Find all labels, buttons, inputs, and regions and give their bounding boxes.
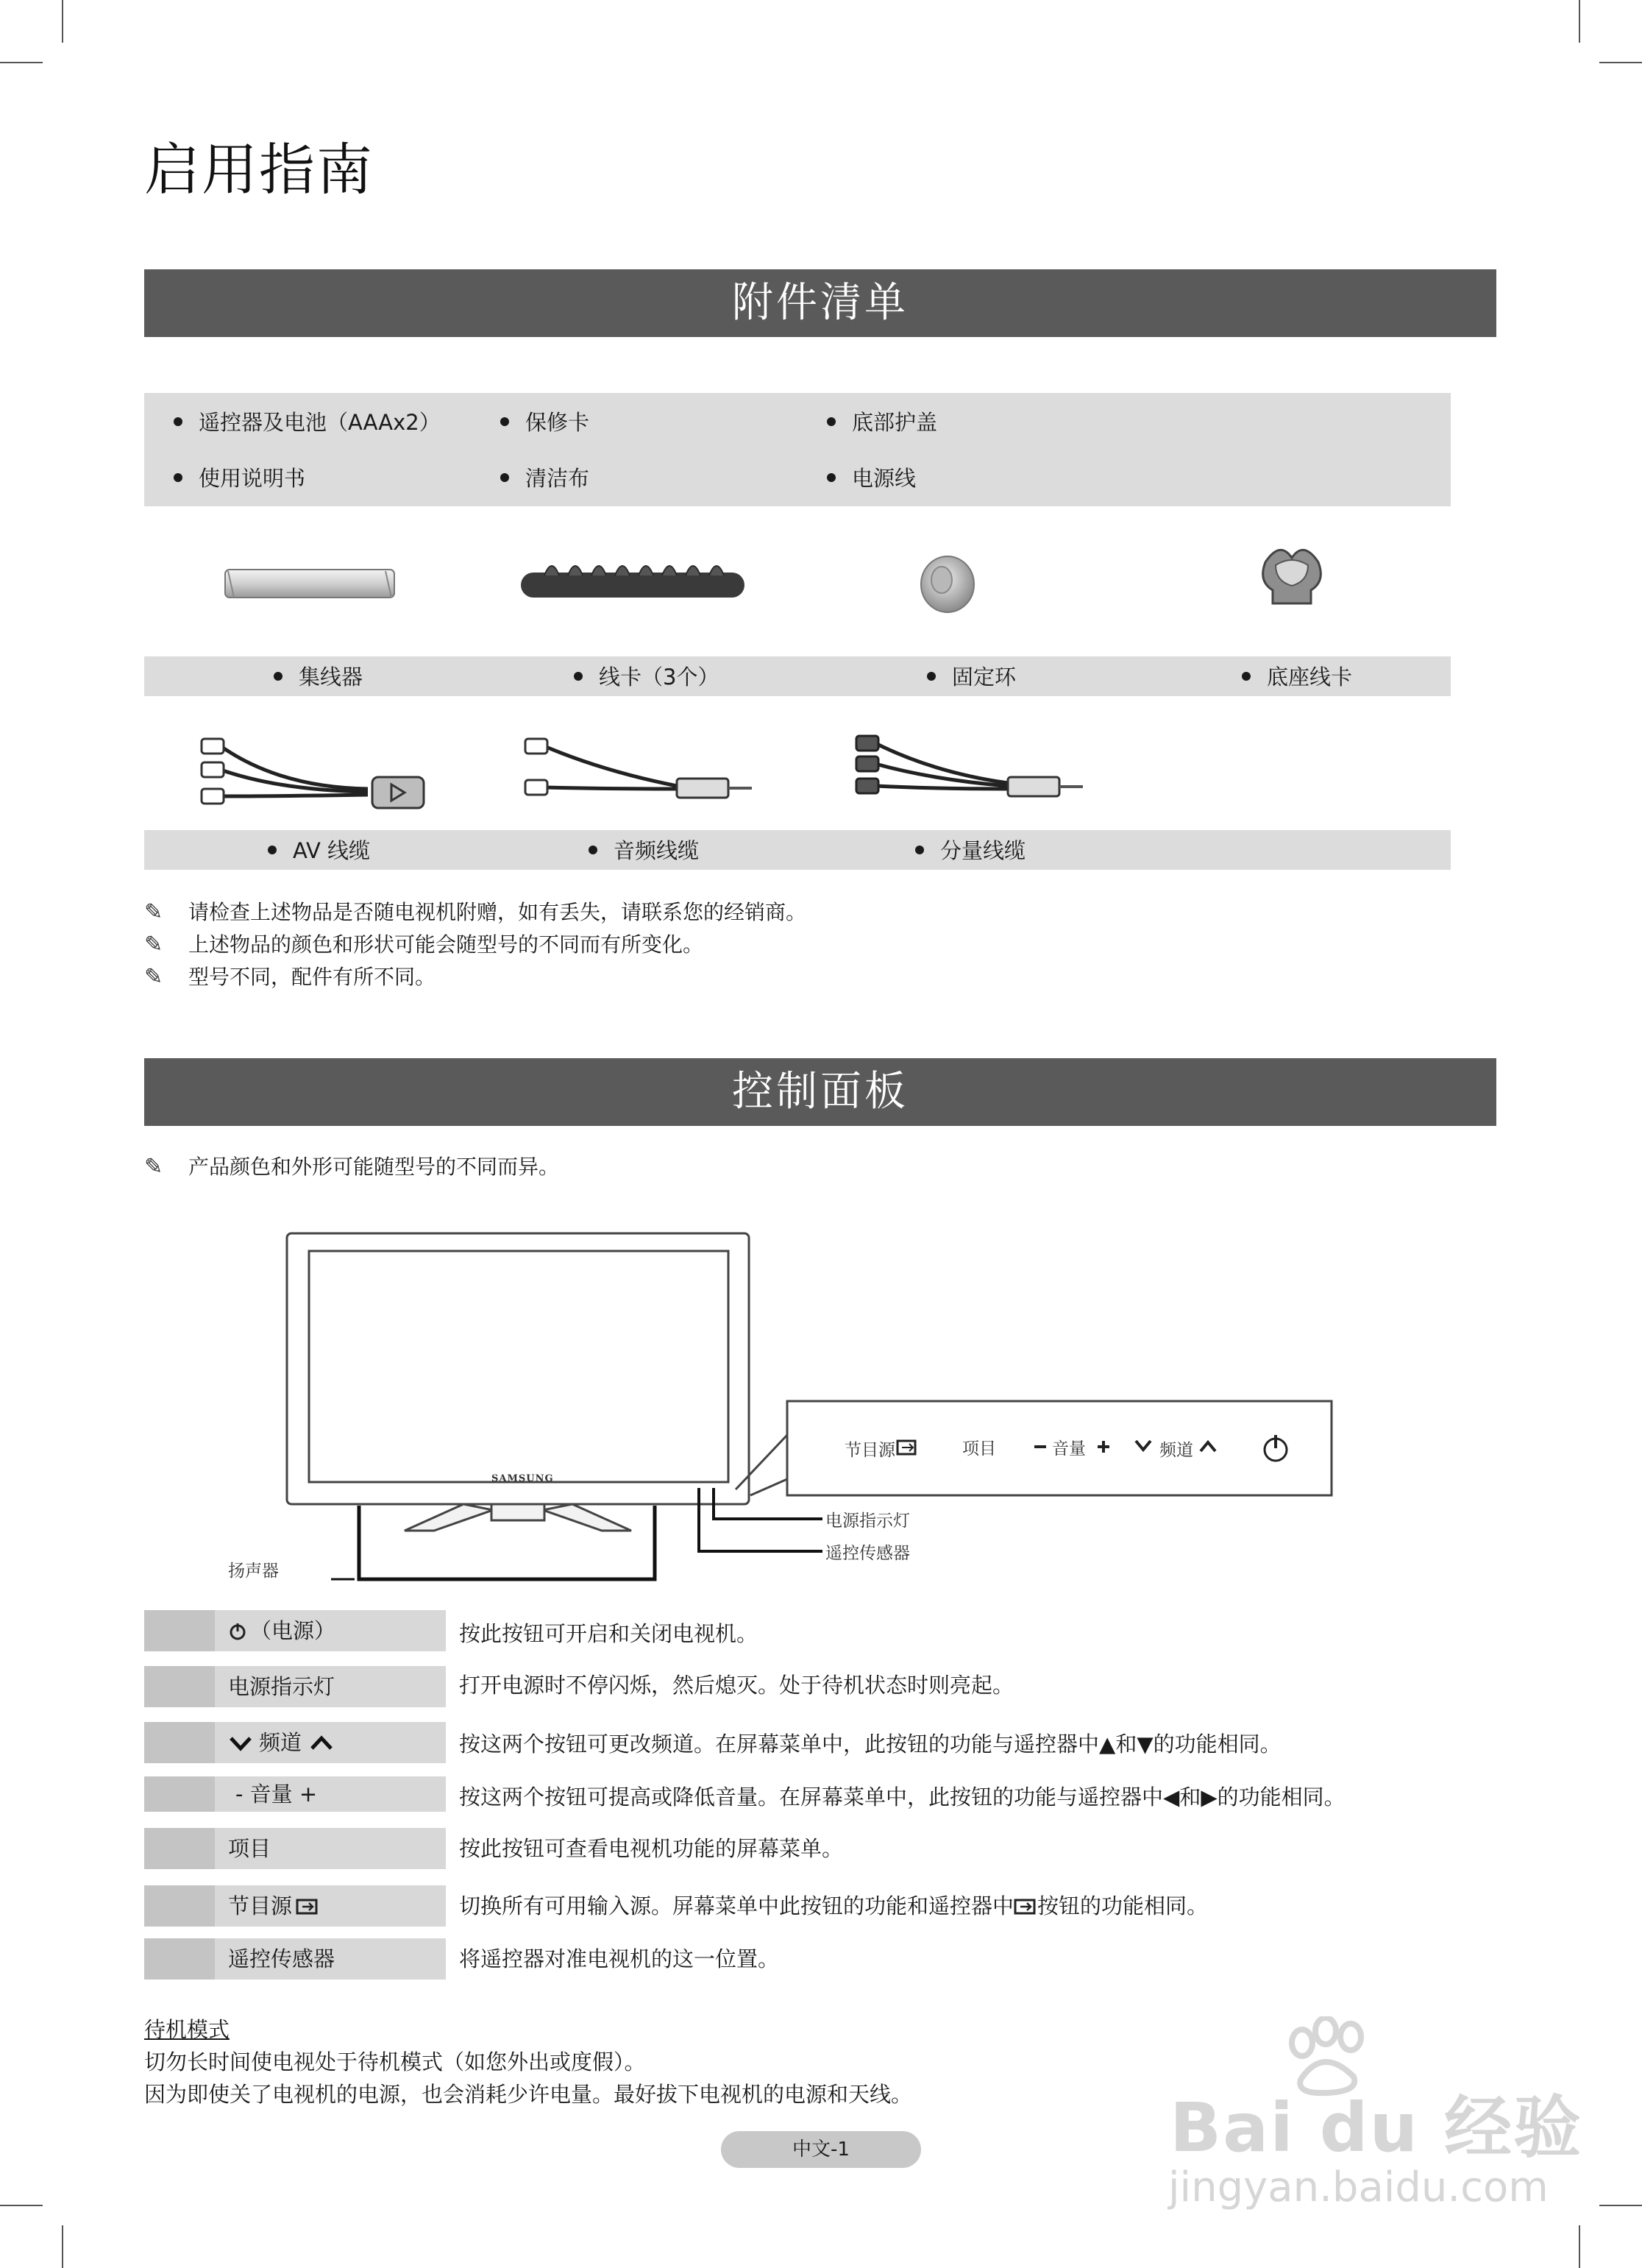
crop-mark <box>1579 2225 1580 2268</box>
chevron-up-icon <box>309 1735 334 1751</box>
note: ✎ 产品颜色和外形可能随型号的不同而异。 <box>144 1154 560 1180</box>
source-icon <box>1014 1898 1037 1916</box>
accessory-item: 线卡（3个） <box>574 661 719 691</box>
crop-mark <box>1599 62 1642 63</box>
standby-title: 待机模式 <box>144 2017 230 2042</box>
crop-mark <box>1599 2205 1642 2206</box>
accessory-item: 分量线缆 <box>915 834 1026 865</box>
pencil-icon: ✎ <box>144 964 163 990</box>
triangle-left-icon: ◀ <box>1163 1785 1180 1810</box>
accessory-item: 集线器 <box>274 661 363 691</box>
control-label-power-indicator: 电源指示灯 <box>144 1666 446 1707</box>
accessory-item: 遥控器及电池（AAAx2） <box>174 406 441 436</box>
control-label-channel: 频道 <box>144 1722 446 1763</box>
page-title: 启用指南 <box>144 137 374 202</box>
note: ✎ 型号不同，配件有所不同。 <box>144 964 436 990</box>
accessory-item: 保修卡 <box>500 406 589 436</box>
chevron-down-icon <box>228 1735 253 1751</box>
tv-diagram <box>199 1222 1346 1604</box>
audio-cable-illustration <box>515 727 758 801</box>
accessory-item: 使用说明书 <box>174 462 305 492</box>
channel-label: 频道 <box>1159 1441 1193 1460</box>
stand-cable-clip-illustration <box>1251 540 1332 614</box>
control-label-source: 节目源 <box>144 1885 446 1927</box>
pencil-icon: ✎ <box>144 1154 163 1180</box>
control-desc-power-indicator: 打开电源时不停闪烁，然后熄灭。处于待机状态时则亮起。 <box>459 1673 1014 1698</box>
control-desc-source: 切换所有可用输入源。屏幕菜单中此按钮的功能和遥控器中 按钮的功能相同。 <box>459 1893 1209 1918</box>
pencil-icon: ✎ <box>144 899 163 925</box>
triangle-down-icon: ▼ <box>1137 1732 1154 1757</box>
control-desc-channel: 按这两个按钮可更改频道。在屏幕菜单中，此按钮的功能与遥控器中▲和▼的功能相同。 <box>459 1732 1282 1757</box>
pencil-icon: ✎ <box>144 932 163 957</box>
accessory-item: 音频线缆 <box>589 834 699 865</box>
watermark-brand: Bai du 经验 <box>1170 2088 1583 2167</box>
source-icon <box>295 1897 320 1916</box>
accessory-item: 清洁布 <box>500 462 589 492</box>
accessory-item: AV 线缆 <box>268 834 370 865</box>
triangle-up-icon: ▲ <box>1099 1732 1116 1757</box>
accessory-item: 底部护盖 <box>827 406 937 436</box>
page-number: 中文-1 <box>721 2131 921 2168</box>
speaker-label: 扬声器 <box>228 1562 279 1581</box>
watermark-url: jingyan.baidu.com <box>1168 2164 1549 2211</box>
source-label: 节目源 <box>845 1441 895 1460</box>
fixing-ring-illustration <box>912 547 978 614</box>
cable-clip-illustration <box>515 550 750 602</box>
standby-line: 切勿长时间使电视处于待机模式（如您外出或度假）。 <box>144 2049 646 2074</box>
crop-mark <box>0 2205 43 2206</box>
volume-label: 音量 <box>1052 1439 1086 1459</box>
av-cable-illustration <box>191 729 441 809</box>
cable-tie-holder-illustration <box>218 562 402 606</box>
control-desc-volume: 按这两个按钮可提高或降低音量。在屏幕菜单中，此按钮的功能与遥控器中◀和▶的功能相同。 <box>459 1785 1346 1810</box>
component-cable-illustration <box>846 726 1089 799</box>
crop-mark <box>62 0 63 43</box>
control-panel-header: 控制面板 <box>144 1058 1496 1126</box>
accessories-header: 附件清单 <box>144 269 1496 337</box>
triangle-right-icon: ▶ <box>1201 1785 1218 1810</box>
control-label-volume: - 音量 + <box>144 1776 446 1812</box>
power-icon <box>228 1622 247 1641</box>
control-desc-power: 按此按钮可开启和关闭电视机。 <box>459 1621 758 1646</box>
control-label-power: （电源） <box>144 1610 446 1651</box>
control-label-remote-sensor: 遥控传感器 <box>144 1938 446 1980</box>
crop-mark <box>62 2225 63 2268</box>
control-label-menu: 项目 <box>144 1828 446 1869</box>
standby-line: 因为即使关了电视机的电源，也会消耗少许电量。最好拔下电视机的电源和天线。 <box>144 2082 913 2107</box>
menu-label: 项目 <box>962 1439 996 1459</box>
control-desc-menu: 按此按钮可查看电视机功能的屏幕菜单。 <box>459 1836 844 1861</box>
crop-mark <box>1579 0 1580 43</box>
remote-sensor-label: 遥控传感器 <box>825 1544 910 1563</box>
power-indicator-label: 电源指示灯 <box>825 1512 910 1531</box>
crop-mark <box>0 62 43 63</box>
accessory-item: 固定环 <box>927 661 1016 691</box>
note: ✎ 上述物品的颜色和形状可能会随型号的不同而有所变化。 <box>144 932 704 957</box>
accessory-item: 电源线 <box>827 462 916 492</box>
accessory-item: 底座线卡 <box>1242 661 1352 691</box>
note: ✎ 请检查上述物品是否随电视机附赠，如有丢失，请联系您的经销商。 <box>144 899 807 925</box>
control-desc-remote-sensor: 将遥控器对准电视机的这一位置。 <box>459 1946 780 1971</box>
tv-brand-label: SAMSUNG <box>491 1473 554 1484</box>
